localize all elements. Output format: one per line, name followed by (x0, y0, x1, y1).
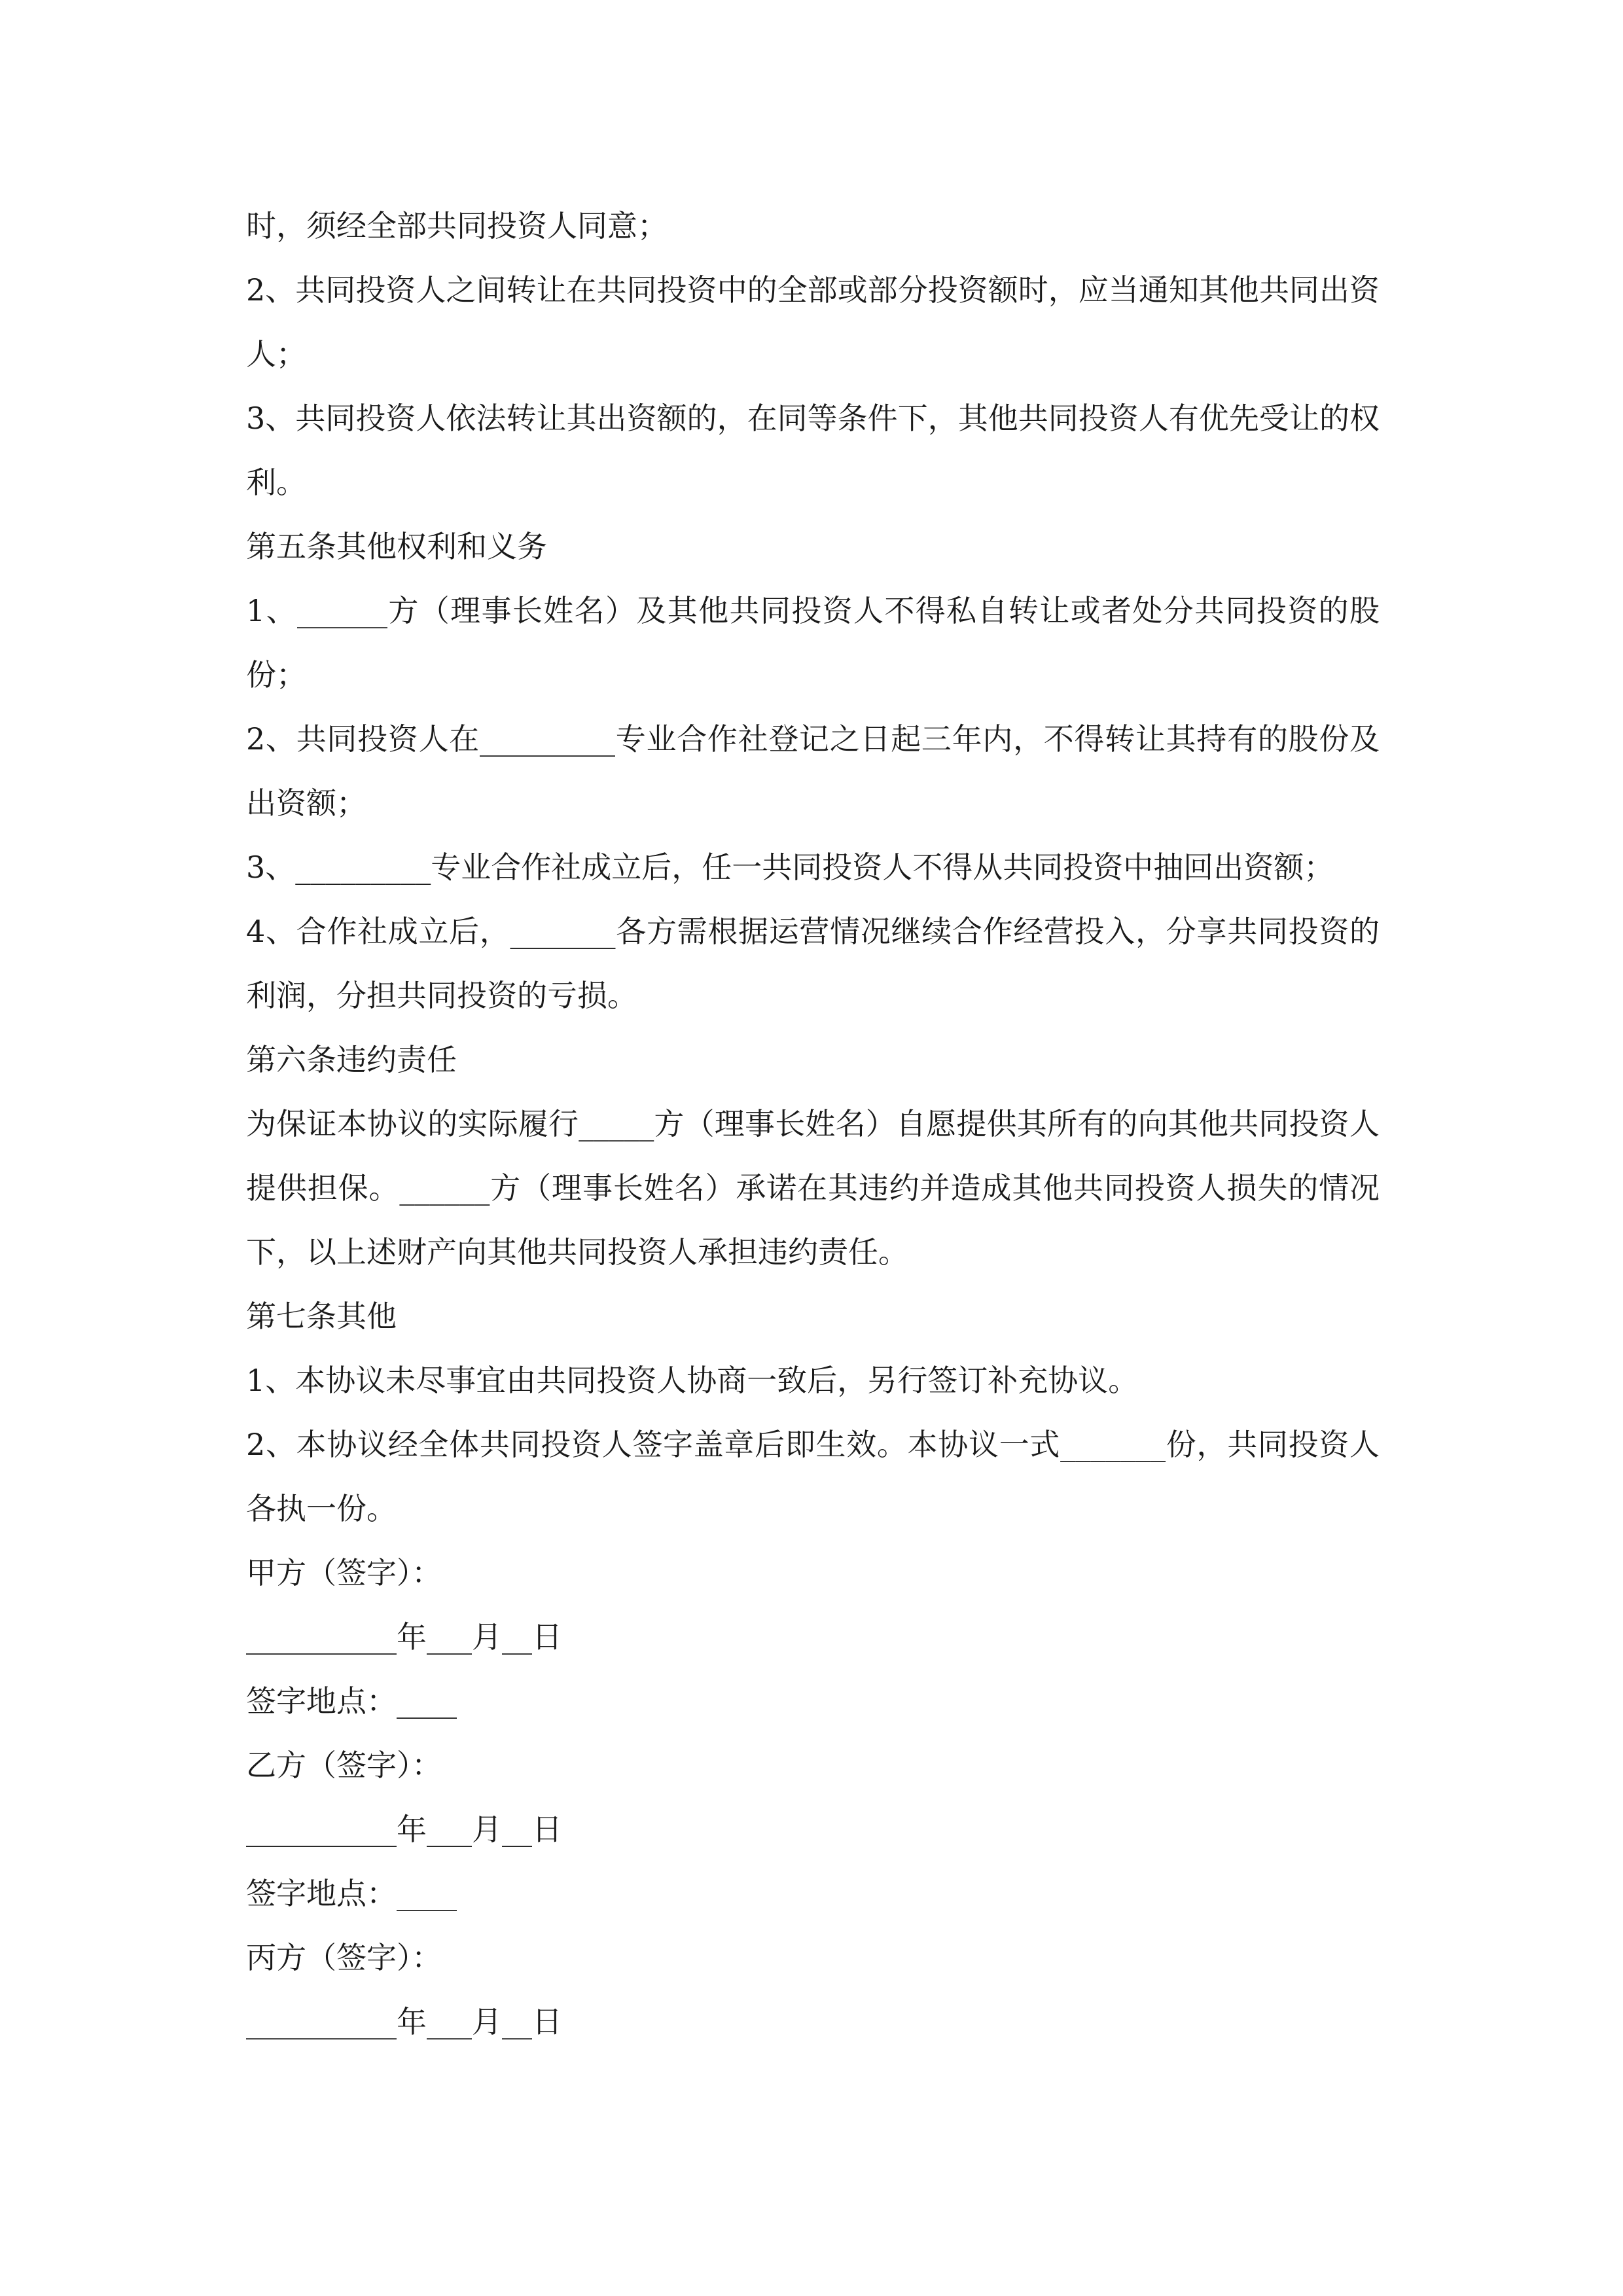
article-5-item-3: 3、_________专业合作社成立后，任一共同投资人不得从共同投资中抽回出资额； (246, 850, 1334, 885)
party-b-signing-place: 签字地点：____ (246, 1876, 457, 1911)
party-b-date-line: __________年___月__日 (246, 1812, 562, 1847)
party-a-date-line: __________年___月__日 (246, 1619, 562, 1655)
paragraph-transfer-notice: 2、共同投资人之间转让在共同投资中的全部或部分投资额时，应当通知其他共同出资人； (246, 272, 1380, 372)
party-c-date-line: __________年___月__日 (246, 2004, 562, 2039)
article-6-heading: 第六条违约责任 (246, 1042, 457, 1077)
article-5-item-4: 4、合作社成立后，_______各方需根据运营情况继续合作经营投入，分享共同投资的利润，分担共同投资的亏损。 (246, 914, 1380, 1013)
paragraph-preemptive-right: 3、共同投资人依法转让其出资额的，在同等条件下，其他共同投资人有优先受让的权利。 (246, 401, 1380, 500)
article-5-item-2: 2、共同投资人在_________专业合作社登记之日起三年内，不得转让其持有的股份及出资额； (246, 721, 1380, 821)
party-b-signature-label: 乙方（签字）： (246, 1748, 442, 1783)
party-c-signature-label: 丙方（签字）： (246, 1940, 442, 1975)
party-a-signature-label: 甲方（签字）： (246, 1555, 442, 1590)
article-7-item-2: 2、本协议经全体共同投资人签字盖章后即生效。本协议一式_______份，共同投资人各执一份。 (246, 1427, 1380, 1526)
article-6-body: 为保证本协议的实际履行_____方（理事长姓名）自愿提供其所有的向其他共同投资人提供担保。______方（理事长姓名）承诺在其违约并造成其他共同投资人损失的情况下，以上述财产向其他共同投资人承担违约责任。 (246, 1106, 1380, 1270)
article-5-item-1: 1、______方（理事长姓名）及其他共同投资人不得私自转让或者处分共同投资的股份； (246, 593, 1380, 692)
party-a-signing-place: 签字地点：____ (246, 1683, 457, 1719)
article-7-item-1: 1、本协议未尽事宜由共同投资人协商一致后，另行签订补充协议。 (246, 1363, 1139, 1398)
document-body (246, 194, 1380, 2054)
article-5-heading: 第五条其他权利和义务 (246, 529, 547, 564)
paragraph-transfer-consent-end: 时，须经全部共同投资人同意； (246, 208, 668, 243)
article-7-heading: 第七条其他 (246, 1299, 397, 1334)
